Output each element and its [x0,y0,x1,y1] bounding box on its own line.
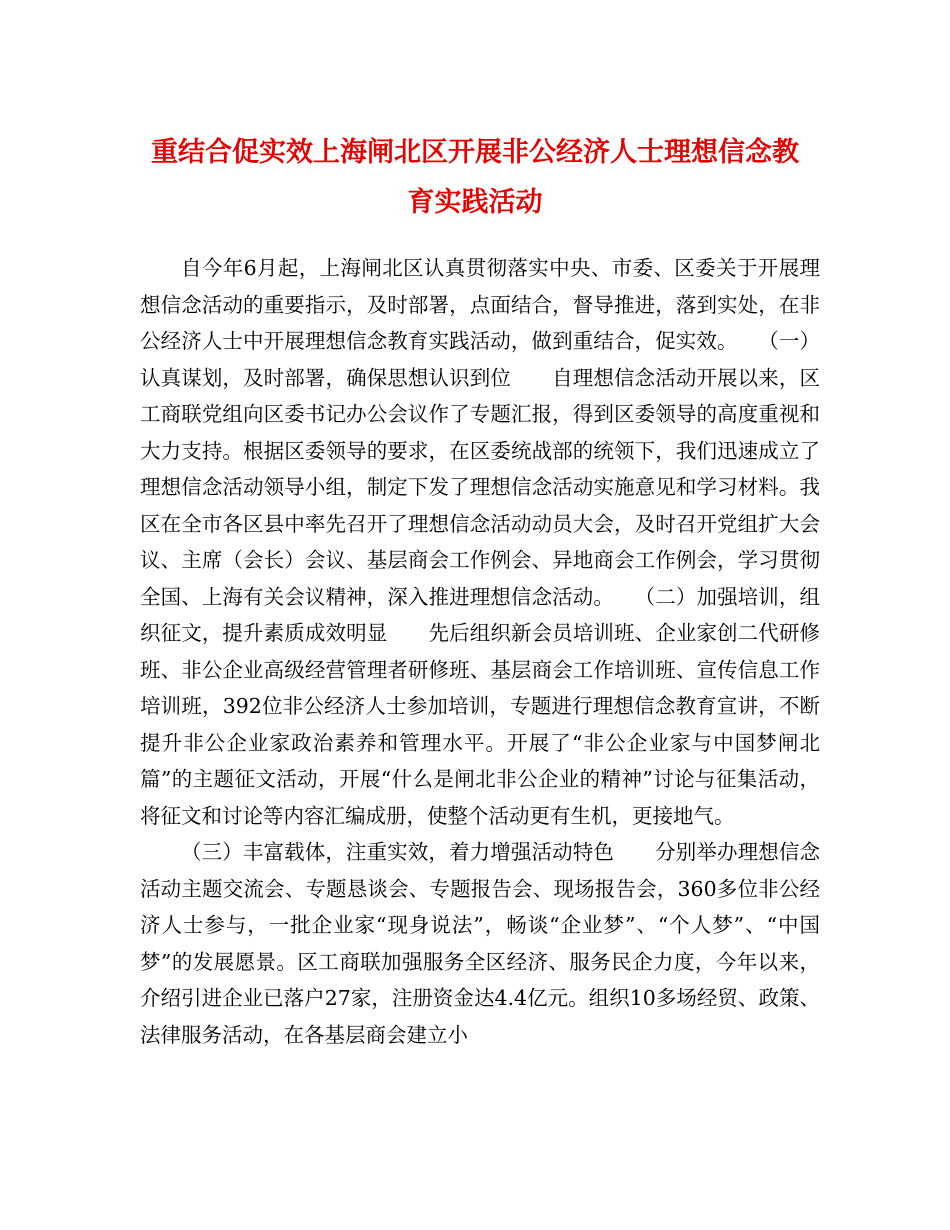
document-body [140,250,820,1053]
title-line-2: 育实践活动 [407,187,543,218]
paragraph-2: （三）丰富载体，注重实效，着力增强活动特色 分别举办理想信念活动主题交流会、专题恳谈会、专题报告会、现场报告会，360多位非公经济人士参与，一批企业家“现身说法”，畅谈“企业梦”、“个人梦”、“中国梦”的发展愿景。区工商联加强服务全区经济、服务民企力度，今年以来，介绍引进企业已落户27家，注册资金达4.4亿元。组织10多场经贸、政策、法律服务活动，在各基层商会建立小 [140,840,820,1047]
title-line-1: 重结合促实效上海闸北区开展非公经济人士理想信念教 [151,137,799,168]
document-title [120,128,830,228]
paragraph-1: 自今年6月起，上海闸北区认真贯彻落实中央、市委、区委关于开展理想信念活动的重要指示，及时部署，点面结合，督导推进，落到实处，在非公经济人士中开展理想信念教育实践活动，做到重结合，促实效。 （一）认真谋划，及时部署，确保思想认识到位 自理想信念活动开展以来，区工商联党组向区委书记办公会议作了专题汇报，得到区委领导的高度重视和大力支持。根据区委领导的要求，在区委统战部的统领下，我们迅速成立了理想信念活动领导小组，制定下发了理想信念活动实施意见和学习材料。我区在全市各区县中率先召开了理想信念活动动员大会，及时召开党组扩大会议、主席（会长）会议、基层商会工作例会、异地商会工作例会，学习贯彻全国、上海有关会议精神，深入推进理想信念活动。 （二）加强培训，组织征文，提升素质成效明显 先后组织新会员培训班、企业家创二代研修班、非公企业高级经营管理者研修班、基层商会工作培训班、宣传信息工作培训班，392位非公经济人士参加培训，专题进行理想信念教育宣讲，不断提升非公企业家政治素养和管理水平。开展了“非公企业家与中国梦闸北篇”的主题征文活动，开展“什么是闸北非公企业的精神”讨论与征集活动，将征文和讨论等内容汇编成册，使整个活动更有生机，更接地气。 [140,256,820,828]
